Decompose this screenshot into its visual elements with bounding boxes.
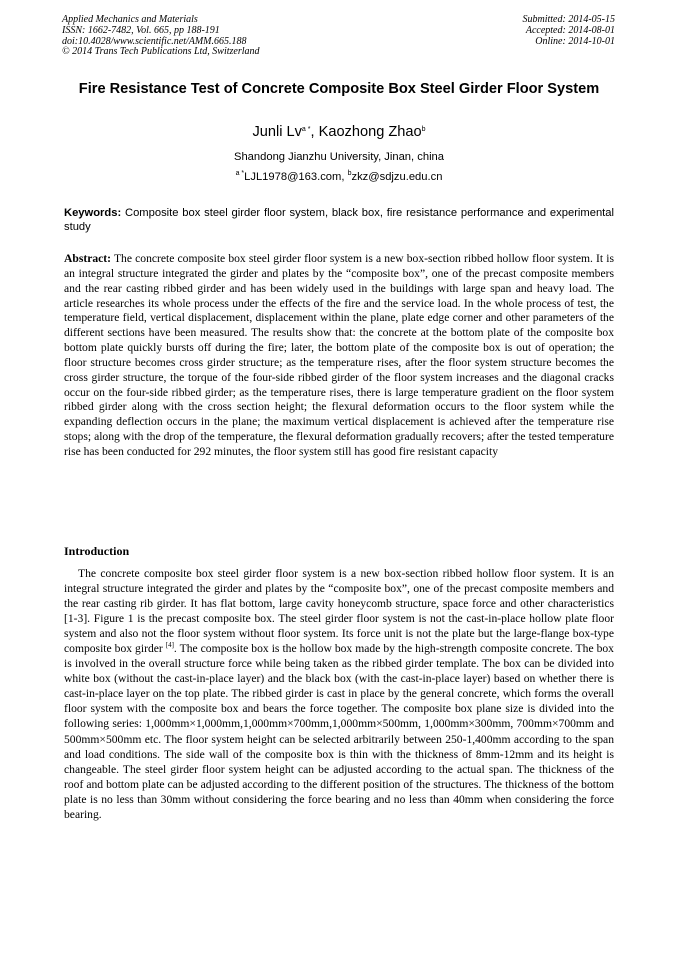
keywords-text: Composite box steel girder floor system, black box, fire resistance performance and experimental study [64, 207, 614, 233]
email-mark: b [347, 170, 352, 177]
author-affiliation-mark: b [421, 126, 426, 133]
email-list [64, 170, 614, 184]
citation-reference[interactable]: [4] [165, 641, 174, 650]
abstract-label: Abstract: [64, 252, 112, 265]
copyright-line: © 2014 Trans Tech Publications Ltd, Switzerland [62, 46, 260, 58]
author-separator: , [310, 124, 319, 140]
abstract-paragraph [64, 252, 614, 460]
author-name: Junli Lv [252, 124, 302, 140]
doi-line: doi:10.4028/www.scientific.net/AMM.665.188 [62, 35, 247, 47]
online-date: Online: 2014-10-01 [535, 35, 615, 47]
email-address[interactable]: LJL1978@163.com [244, 171, 342, 183]
email-separator: , [341, 171, 348, 183]
introduction-text: The concrete composite box steel girder floor system is a new box-section ribbed hollow floor system. It is an integral structure integrated the girder and plates by the “composite box”, one of the precast composite members and the rear casting rib girder. It has flat bottom, large cavity honeycomb structure, space force and other characteristics [1-3]. Figure 1 is the precast composite box. The steel girder floor system is not the cast-in-place hollow plate floor system and also not the floor system without floor system. Its force unit is not the plate but the large-flange box-type composite box girder [64, 567, 614, 656]
email-address[interactable]: zkz@sdjzu.edu.cn [351, 171, 443, 183]
keywords-paragraph [64, 206, 614, 234]
accepted-date: Accepted: 2014-08-01 [525, 24, 615, 36]
introduction-text: . The composite box is the hollow box made by the high-strength composite concrete. The box is involved in the overall structure force while being taken as the ribbed girder template. The box can be divided into white box (without the cast-in-place layer) and the black box (with the cast-in-place layer) based on whether there is cast-in-place layer on the top plate. The ribbed girder is cast in place by the general concrete, which forms the overall floor system with the composite box and bears the force together. The composite box plane size is divided into the following series: 1,000mm×1,000mm,1,000mm×700mm,1,000mm×500mm, 1,000mm×300mm, 700mm×700mm and 500mm×500mm etc. The floor system height can be selected arbitrarily between 250-1,400mm according to the span and load conditions. The side wall of the composite box is thin with the thickness of 8mm-12mm and its height is changeable. The steel girder floor system height can be adjusted according to the actual span. The thickness of the roof and bottom plate can be adjusted according to the different position of the structures. The thickness of the bottom plate is no less than 30mm without considering the force bearing and no less than 40mm when considering the force bearing. [64, 642, 614, 821]
submitted-date: Submitted: 2014-05-15 [522, 14, 615, 25]
author-list [64, 122, 614, 142]
email-mark: a * [235, 170, 245, 177]
author-affiliation-mark: a * [301, 126, 311, 133]
introduction-heading: Introduction [64, 544, 130, 558]
journal-header-right [523, 15, 616, 47]
introduction-paragraph [64, 566, 614, 822]
affiliation: Shandong Jianzhu University, Jinan, china [234, 151, 444, 163]
journal-name: Applied Mechanics and Materials [62, 14, 198, 25]
journal-header-left [62, 15, 260, 58]
paper-title: Fire Resistance Test of Concrete Composite Box Steel Girder Floor System [78, 81, 600, 97]
keywords-label: Keywords: [64, 207, 122, 219]
issn-line: ISSN: 1662-7482, Vol. 665, pp 188-191 [62, 24, 220, 36]
author-name: Kaozhong Zhao [318, 124, 422, 140]
abstract-text: The concrete composite box steel girder floor system is a new box-section ribbed hollow floor system. It is an integral structure integrated the girder and plates by the “composite box”, one of the precast composite members and the rear casting ribbed girder and has been widely used in the buildings with large span and heavy load. The article researches its whole process under the effects of the fire and the service load. In the whole process of test, the temperature field, vertical displacement, displacement within the plane, plate edge corner and other parameters of the different sections have been measured. The results show that: the concrete at the bottom plate of the composite box bottom plate quickly bursts off during the fire; later, the bottom plate of the composite box is out of operation; the floor structure becomes cross girder structure; as the temperature rises, after the floor system structure becomes the cross girder structure, the torque of the four-side ribbed girder of the floor system increases and the diagonal cracks occur on the four-side ribbed girder; as the temperature rises, there is large temperature gradient on the floor system ribbed girder along with the cross section height; the flexural deformation occurs to the floor system while the expanding deflection occurs in the plane; the maximum vertical displacement is achieved after the temperature rise stops; along with the drop of the temperature, the flexural deformation gradually recovers; after the tested temperature rise has been conducted for 292 minutes, the floor system still has good fire resistant capacity [64, 252, 614, 458]
